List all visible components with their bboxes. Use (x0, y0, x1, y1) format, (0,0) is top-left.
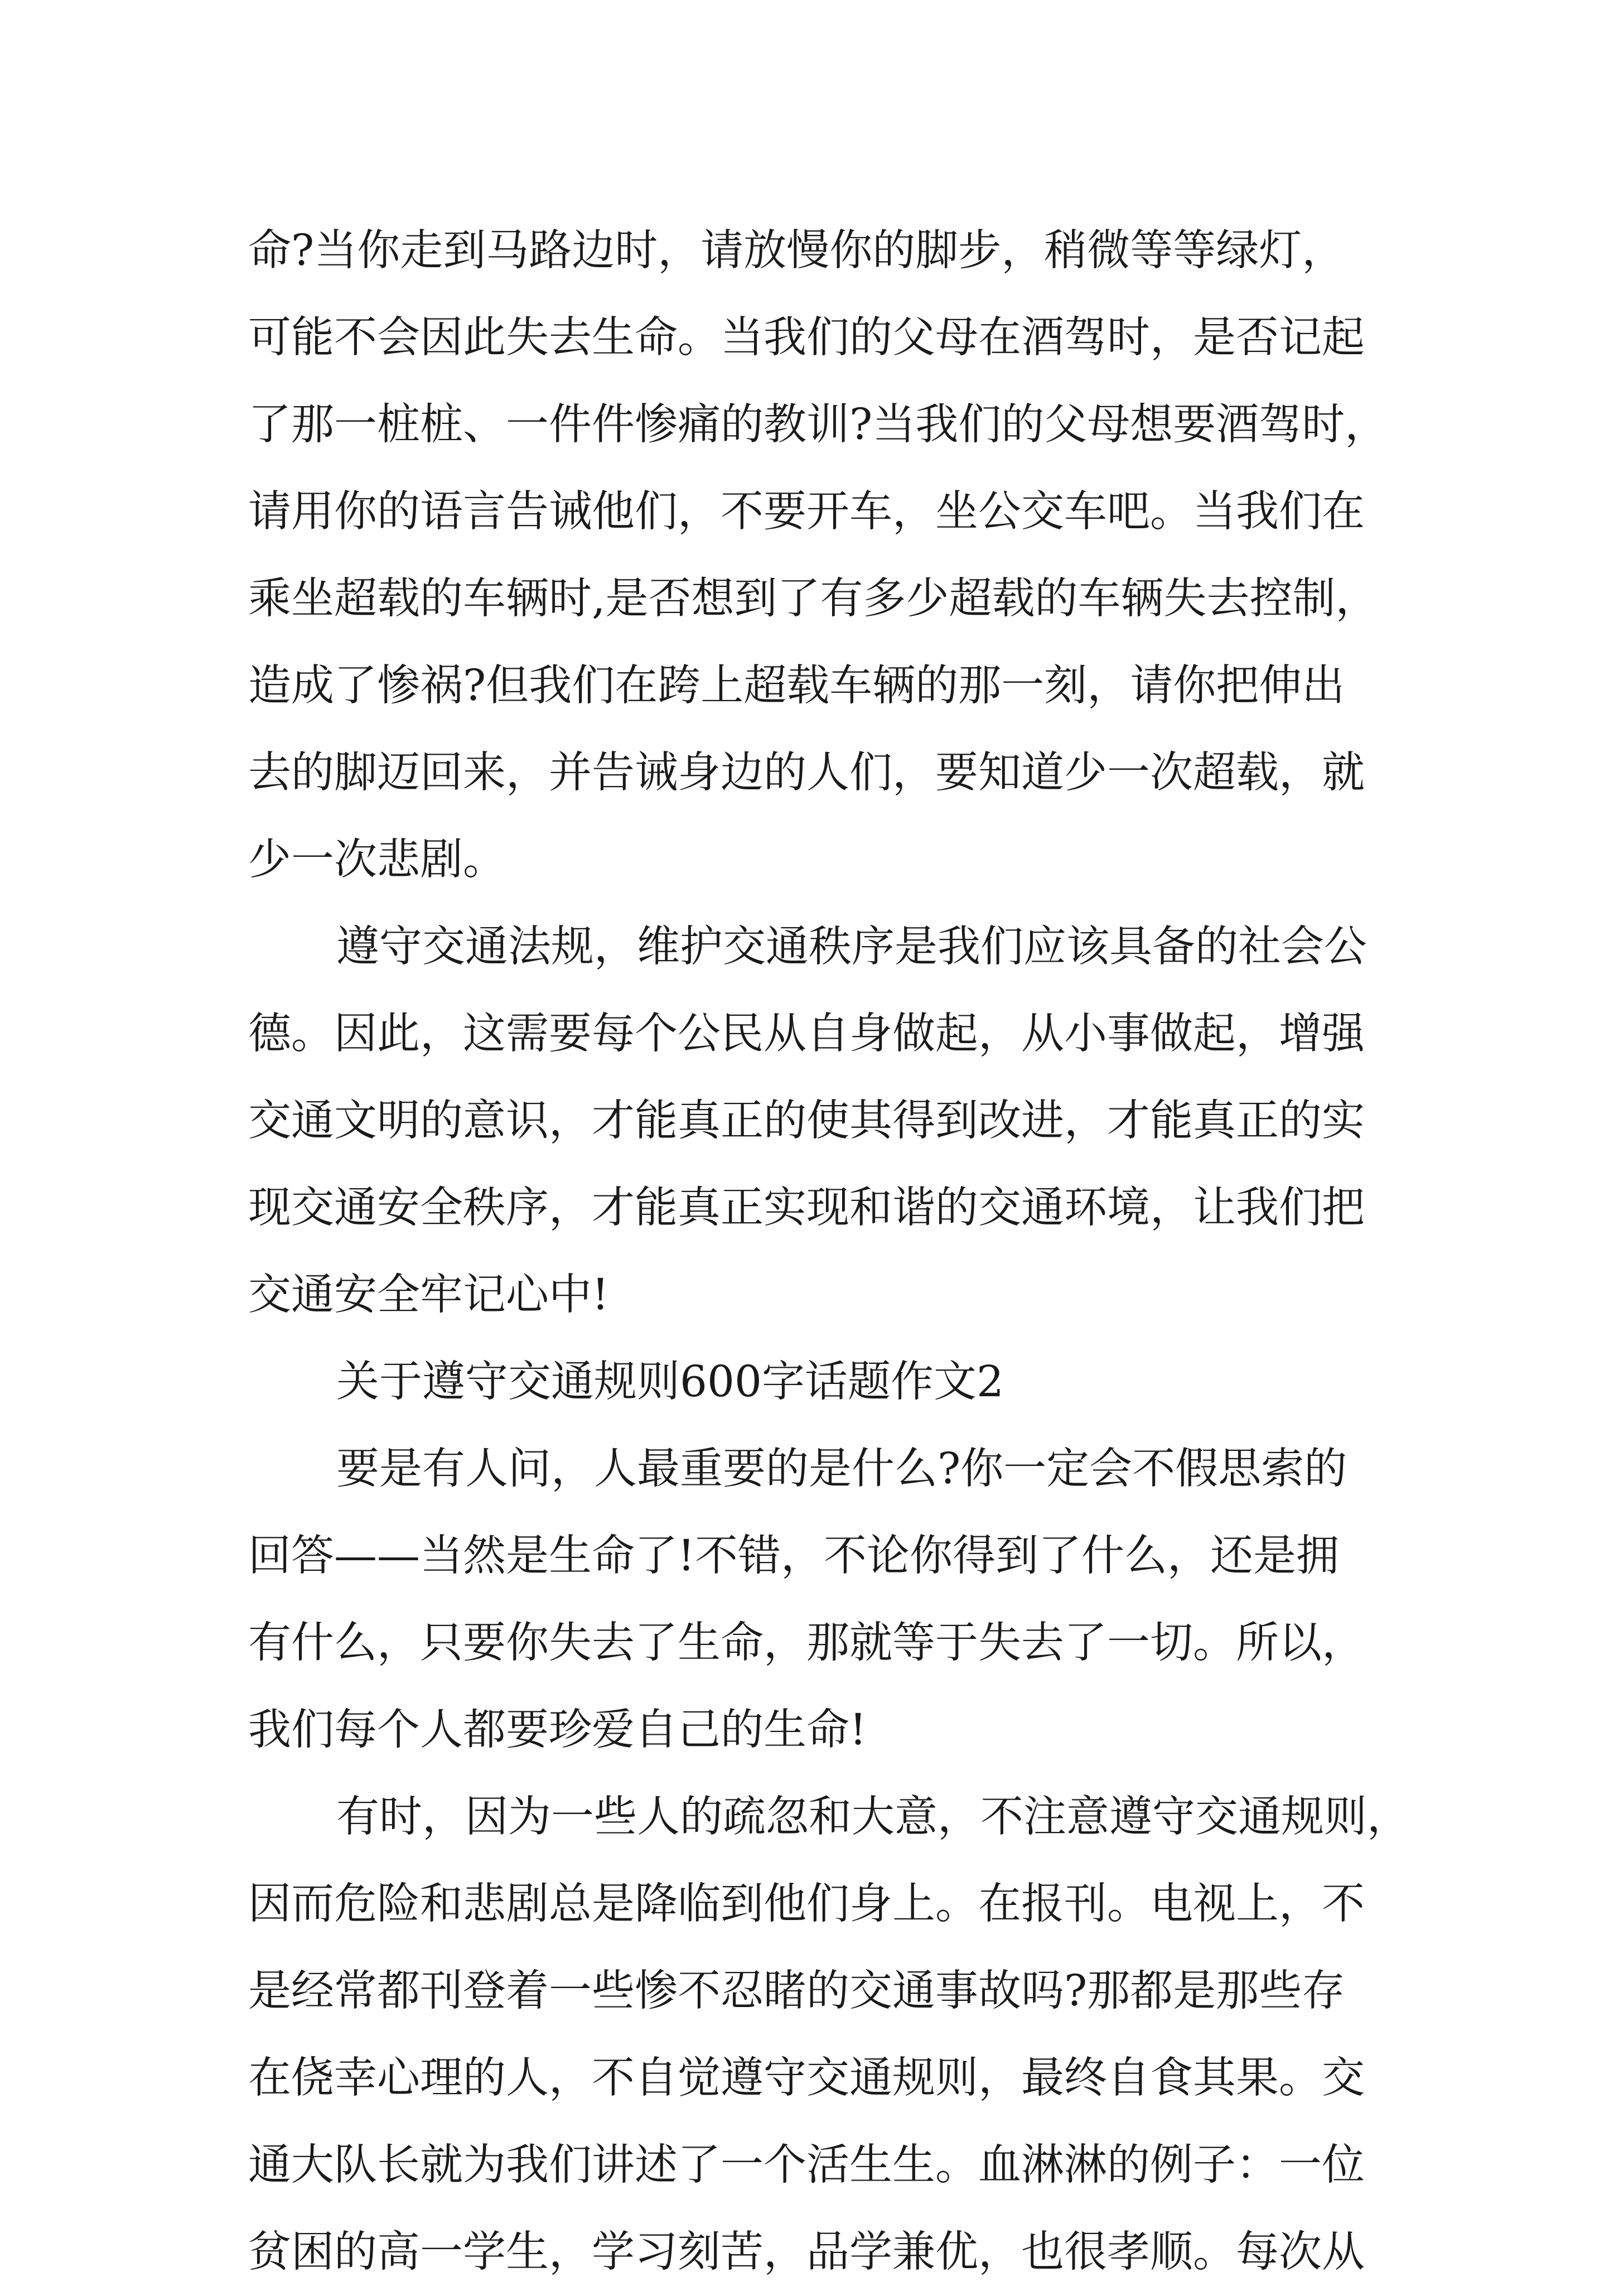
text-line: 了那一桩桩、一件件惨痛的教训?当我们的父母想要酒驾时， (248, 400, 1388, 450)
text-line: 现交通安全秩序，才能真正实现和谐的交通环境，让我们把 (248, 1183, 1365, 1233)
text-line: 去的脚迈回来，并告诫身边的人们，要知道少一次超载，就 (248, 748, 1365, 798)
text-line: 造成了惨祸?但我们在跨上超载车辆的那一刻，请你把伸出 (248, 661, 1345, 711)
text-line: 通大队长就为我们讲述了一个活生生。血淋淋的例子：一位 (248, 2140, 1365, 2190)
text-line: 回答——当然是生命了!不错，不论你得到了什么，还是拥 (248, 1531, 1339, 1581)
text-line: 交通安全牢记心中! (248, 1270, 609, 1320)
text-line: 命?当你走到马路边时，请放慢你的脚步，稍微等等绿灯， (248, 226, 1345, 276)
text-line: 乘坐超载的车辆时,是否想到了有多少超载的车辆失去控制， (248, 574, 1379, 624)
text-line: 交通文明的意识，才能真正的使其得到改进，才能真正的实 (248, 1096, 1365, 1146)
text-line: 在侥幸心理的人，不自觉遵守交通规则，最终自食其果。交 (248, 2053, 1365, 2103)
section-heading: 关于遵守交通规则600字话题作文2 (336, 1357, 1004, 1407)
text-line: 少一次悲剧。 (248, 835, 506, 885)
text-line: 请用你的语言告诫他们，不要开车，坐公交车吧。当我们在 (248, 487, 1365, 537)
text-line: 可能不会因此失去生命。当我们的父母在酒驾时，是否记起 (248, 313, 1365, 363)
text-line: 贫困的高一学生，学习刻苦，品学兼优，也很孝顺。每次从 (248, 2227, 1365, 2277)
text-line: 是经常都刊登着一些惨不忍睹的交通事故吗?那都是那些存 (248, 1966, 1345, 2016)
paragraph-start-line: 要是有人问，人最重要的是什么?你一定会不假思索的 (336, 1444, 1347, 1494)
paragraph-start-line: 遵守交通法规，维护交通秩序是我们应该具备的社会公 (336, 922, 1367, 972)
text-line: 因而危险和悲剧总是降临到他们身上。在报刊。电视上，不 (248, 1879, 1365, 1929)
text-line: 德。因此，这需要每个公民从自身做起，从小事做起，增强 (248, 1009, 1365, 1059)
paragraph-start-line: 有时，因为一些人的疏忽和大意，不注意遵守交通规则， (336, 1792, 1410, 1842)
text-line: 我们每个人都要珍爱自己的生命! (248, 1705, 867, 1755)
text-line: 有什么，只要你失去了生命，那就等于失去了一切。所以， (248, 1618, 1365, 1668)
document-body (248, 208, 1410, 2296)
